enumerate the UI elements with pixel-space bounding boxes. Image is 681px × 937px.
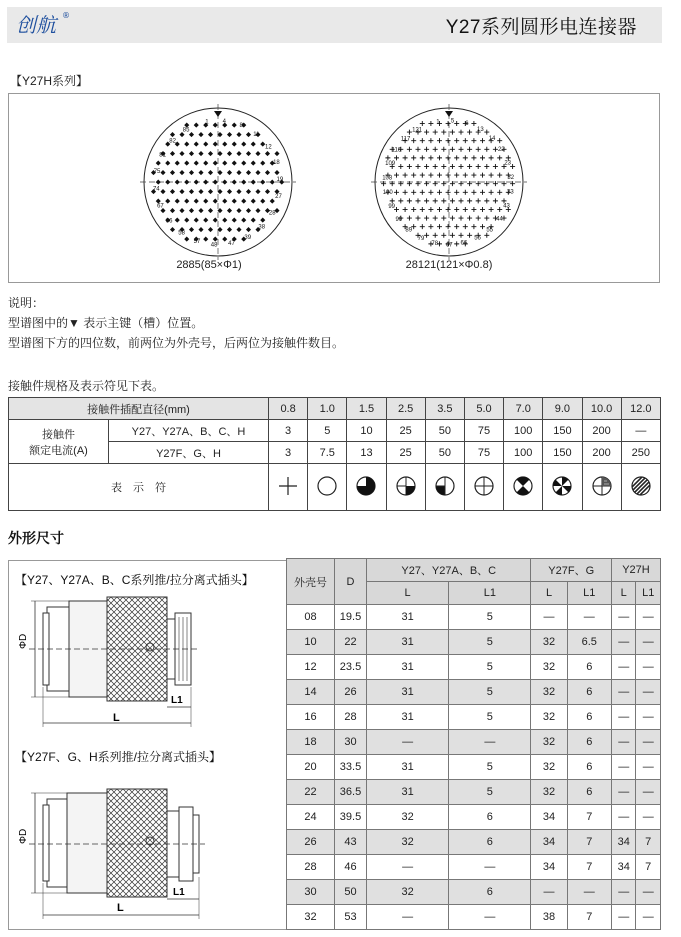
table-cell: 38: [531, 905, 567, 930]
pin-label: 1: [205, 119, 209, 126]
sub-header: L: [367, 582, 449, 605]
table-cell: 6: [567, 655, 611, 680]
pin-label: 67: [445, 242, 453, 249]
pin-label: 23: [504, 160, 512, 167]
current-label: [9, 420, 109, 464]
table-cell: 5: [449, 680, 531, 705]
table-cell: 6: [567, 730, 611, 755]
current-cell: 5: [308, 420, 347, 442]
table-row: [287, 680, 661, 705]
pin-label: 39: [244, 234, 252, 241]
table-cell: 6: [449, 830, 531, 855]
current-cell: 50: [425, 442, 464, 464]
table-cell: —: [367, 855, 449, 880]
table-cell: —: [449, 730, 531, 755]
table-cell: 32: [531, 755, 567, 780]
section-title: 外形尺寸: [8, 530, 64, 546]
table-cell: 7: [636, 855, 661, 880]
table-cell: 36.5: [335, 780, 367, 805]
diameter-header: 接触件插配直径(mm): [9, 398, 269, 420]
group-header: Y27F、G: [531, 559, 611, 582]
current-cell: 25: [386, 442, 425, 464]
table-cell: 31: [367, 680, 449, 705]
pin-label: 27: [275, 194, 282, 201]
table-cell: —: [611, 705, 636, 730]
current-row-1-label: Y27、Y27A、B、C、H: [109, 420, 269, 442]
table-cell: 6: [449, 880, 531, 905]
pin-label: 44: [496, 216, 503, 223]
table-cell: —: [636, 605, 661, 630]
spec-diameter-row: [9, 398, 661, 420]
pin-label: 75: [153, 169, 161, 176]
pin-label: 85: [182, 127, 190, 134]
diameter-cell: 5.0: [464, 398, 503, 420]
table-cell: 32: [367, 880, 449, 905]
table-cell: 18: [287, 730, 335, 755]
table-cell: 32: [531, 680, 567, 705]
current-cell: 13: [347, 442, 386, 464]
table-cell: 26: [335, 680, 367, 705]
diameter-cell: 3.5: [425, 398, 464, 420]
diameter-cell: 10.0: [582, 398, 621, 420]
plug-b-drawing: [18, 789, 205, 919]
plug-drawings: [9, 561, 286, 929]
spec-symbol-row: [9, 464, 661, 511]
page-title: Y27系列圆形电连接器: [445, 17, 637, 38]
spec-intro: 接触件规格及表示符见下表。: [8, 379, 165, 393]
table-cell: —: [611, 655, 636, 680]
table-cell: —: [611, 755, 636, 780]
table-cell: —: [636, 780, 661, 805]
pin-label: 56: [474, 235, 481, 242]
table-cell: —: [367, 730, 449, 755]
table-row: [287, 755, 661, 780]
symbol-hatched-icon: [621, 464, 660, 511]
plug-b-dim-d: ΦD: [18, 828, 29, 844]
table-cell: 31: [367, 605, 449, 630]
table-cell: 31: [367, 705, 449, 730]
current-label-line-2: 额定电流(A): [29, 444, 88, 457]
table-cell: 46: [335, 855, 367, 880]
table-cell: 22: [287, 780, 335, 805]
table-cell: —: [611, 880, 636, 905]
symbol-circle-icon: [308, 464, 347, 511]
diameter-cell: 1.0: [308, 398, 347, 420]
pin-label: 32: [507, 174, 515, 181]
table-cell: 6: [567, 680, 611, 705]
current-cell: 3: [269, 442, 308, 464]
pin-label: 82: [169, 138, 176, 145]
table-cell: —: [636, 905, 661, 930]
plug-b-dim-l: L: [117, 902, 124, 914]
symbol-three-quarter-icon: [425, 464, 464, 511]
table-cell: 50: [335, 880, 367, 905]
pin-label: 33: [507, 189, 514, 196]
pin-label: 5: [450, 118, 455, 125]
layout-28121-circle: [371, 104, 527, 260]
table-cell: 23.5: [335, 655, 367, 680]
table-cell: 34: [611, 855, 636, 880]
pin-label: 4: [222, 118, 226, 125]
table-cell: 5: [449, 705, 531, 730]
table-cell: —: [611, 630, 636, 655]
pin-label: 90: [395, 216, 403, 223]
table-cell: —: [567, 605, 611, 630]
table-row: [287, 830, 661, 855]
table-cell: —: [611, 730, 636, 755]
table-cell: —: [567, 880, 611, 905]
pin-label: 43: [503, 203, 510, 210]
pin-label: 55: [486, 227, 494, 234]
table-cell: 31: [367, 780, 449, 805]
table-cell: 5: [449, 630, 531, 655]
table-cell: —: [611, 680, 636, 705]
pin-label: 22: [497, 147, 505, 154]
pin-label: 117: [400, 136, 411, 143]
table-cell: —: [367, 905, 449, 930]
pin-label: 28: [268, 210, 276, 217]
table-cell: —: [636, 655, 661, 680]
dims-body: [287, 605, 661, 930]
table-cell: 32: [531, 780, 567, 805]
table-cell: 32: [531, 630, 567, 655]
series-label: 【Y27H系列】: [10, 74, 89, 88]
table-cell: 28: [287, 855, 335, 880]
table-cell: 32: [367, 830, 449, 855]
table-row: [287, 655, 661, 680]
table-cell: —: [611, 605, 636, 630]
plug-a-dim-l1: L1: [171, 695, 183, 706]
table-cell: 32: [531, 655, 567, 680]
table-cell: 6: [449, 805, 531, 830]
shell-dimensions-table: [286, 558, 661, 930]
symbol-half-split-icon: [386, 464, 425, 511]
pin-label: 79: [417, 235, 425, 242]
pin-label: 57: [193, 238, 201, 245]
table-cell: 5: [449, 605, 531, 630]
table-cell: 6.5: [567, 630, 611, 655]
current-cell: 50: [425, 420, 464, 442]
table-cell: —: [636, 680, 661, 705]
pin-layout-panel: [8, 93, 660, 283]
layout-2885-circle: [140, 104, 296, 260]
table-cell: 6: [567, 705, 611, 730]
table-cell: 24: [287, 805, 335, 830]
symbol-grid-fill-icon: [582, 464, 621, 511]
plug-drawings-panel: [8, 560, 287, 930]
pin-label: 8: [239, 123, 243, 130]
table-cell: 12: [287, 655, 335, 680]
current-cell: 10: [347, 420, 386, 442]
table-cell: —: [636, 705, 661, 730]
dims-header-row-1: [287, 559, 661, 582]
pin-label: 47: [228, 241, 235, 248]
diameter-cell: 0.8: [269, 398, 308, 420]
pin-label: 99: [388, 204, 396, 211]
pin-label: 38: [258, 224, 266, 231]
plug-b-dim-l1: L1: [173, 887, 185, 898]
pin-label: 6: [465, 121, 469, 128]
pin-label: 14: [488, 135, 496, 142]
notes-line-1: 型谱图中的▼ 表示主键（槽）位置。: [8, 316, 204, 330]
table-cell: 7: [567, 905, 611, 930]
notes-title: 说明：: [8, 296, 45, 310]
table-cell: —: [636, 755, 661, 780]
table-row: [287, 730, 661, 755]
d-header: D: [335, 559, 367, 605]
pin-label: 66: [165, 218, 173, 225]
table-cell: —: [611, 905, 636, 930]
notes-block: [8, 293, 344, 353]
layout-caption-28121: 28121(121×Φ0.8): [405, 259, 493, 271]
table-cell: 08: [287, 605, 335, 630]
current-cell: 75: [464, 442, 503, 464]
table-cell: 22: [335, 630, 367, 655]
current-cell: 3: [269, 420, 308, 442]
plug-b-title: 【Y27F、G、H系列推/拉分离式插头】: [15, 750, 222, 764]
table-cell: 6: [567, 780, 611, 805]
table-cell: 34: [531, 830, 567, 855]
table-cell: 39.5: [335, 805, 367, 830]
current-cell: 250: [621, 442, 660, 464]
table-row: [287, 855, 661, 880]
table-cell: 5: [449, 655, 531, 680]
plug-a-title: 【Y27、Y27A、B、C系列推/拉分离式插头】: [15, 573, 254, 587]
current-cell: 7.5: [308, 442, 347, 464]
pin-label: 89: [405, 227, 413, 234]
plug-a-dim-d: ΦD: [18, 633, 29, 649]
symbol-quarter-icon: [347, 464, 386, 511]
table-row: [287, 780, 661, 805]
symbol-plus-icon: [269, 464, 308, 511]
current-cell: —: [621, 420, 660, 442]
pin-label: 81: [159, 152, 166, 159]
table-row: [287, 805, 661, 830]
pin-label: 78: [431, 240, 439, 247]
table-cell: —: [611, 780, 636, 805]
table-cell: 7: [636, 830, 661, 855]
table-cell: —: [531, 605, 567, 630]
sub-header: L1: [567, 582, 611, 605]
table-row: [287, 880, 661, 905]
table-cell: —: [636, 880, 661, 905]
plug-a-drawing: [18, 597, 199, 727]
pin-label: 19: [276, 176, 284, 183]
table-row: [287, 630, 661, 655]
pin-label: 18: [273, 159, 280, 166]
current-cell: 150: [543, 442, 582, 464]
pin-label: 13: [477, 127, 484, 134]
table-cell: —: [636, 730, 661, 755]
pin-label: 74: [152, 186, 160, 193]
current-cell: 200: [582, 442, 621, 464]
table-cell: 14: [287, 680, 335, 705]
symbol-label: 表 示 符: [9, 464, 269, 511]
pin-label: 108: [382, 175, 393, 182]
table-cell: 5: [449, 780, 531, 805]
table-cell: 34: [531, 855, 567, 880]
table-cell: 19.5: [335, 605, 367, 630]
group-header: Y27、Y27A、B、C: [367, 559, 531, 582]
pin-label: 48: [210, 242, 218, 249]
table-cell: 7: [567, 855, 611, 880]
current-cell: 100: [504, 442, 543, 464]
table-cell: —: [636, 630, 661, 655]
table-cell: 31: [367, 630, 449, 655]
table-cell: 26: [287, 830, 335, 855]
table-cell: 5: [449, 755, 531, 780]
pin-label: 116: [391, 147, 402, 154]
table-cell: —: [449, 855, 531, 880]
table-cell: 43: [335, 830, 367, 855]
contact-spec-table: [8, 397, 661, 511]
plug-a-dim-l: L: [113, 712, 120, 724]
table-cell: 34: [531, 805, 567, 830]
current-cell: 200: [582, 420, 621, 442]
table-cell: 10: [287, 630, 335, 655]
diameter-cell: 12.0: [621, 398, 660, 420]
table-cell: 34: [611, 830, 636, 855]
table-cell: 30: [287, 880, 335, 905]
registered-mark: ®: [62, 11, 70, 20]
table-cell: 7: [567, 830, 611, 855]
pin-label: 121: [412, 127, 423, 134]
current-row-2-label: Y27F、G、H: [109, 442, 269, 464]
pin-label: 67: [157, 203, 164, 210]
table-row: [287, 905, 661, 930]
table-cell: 28: [335, 705, 367, 730]
table-cell: 31: [367, 755, 449, 780]
group-header: Y27H: [611, 559, 660, 582]
sub-header: L1: [449, 582, 531, 605]
current-cell: 25: [386, 420, 425, 442]
notes-line-2: 型谱图下方的四位数，前两位为外壳号，后两位为接触件数目。: [8, 336, 345, 350]
sub-header: L: [611, 582, 636, 605]
table-cell: 20: [287, 755, 335, 780]
sub-header: L: [531, 582, 567, 605]
current-cell: 150: [543, 420, 582, 442]
shell-header: 外壳号: [287, 559, 335, 605]
pin-label: 66: [460, 240, 468, 247]
table-cell: 31: [367, 655, 449, 680]
table-cell: —: [636, 805, 661, 830]
brand-logo: [14, 8, 94, 40]
current-cell: 100: [504, 420, 543, 442]
table-row: [287, 605, 661, 630]
current-cell: 75: [464, 420, 503, 442]
symbol-bowtie-icon: [504, 464, 543, 511]
table-cell: —: [531, 880, 567, 905]
table-cell: 32: [287, 905, 335, 930]
layout-caption-2885: 2885(85×Φ1): [176, 259, 242, 271]
table-cell: 16: [287, 705, 335, 730]
pin-label: 109: [385, 160, 396, 167]
symbol-crosshair-icon: [464, 464, 503, 511]
pin-label: 12: [265, 144, 272, 151]
symbol-star-icon: [543, 464, 582, 511]
diameter-cell: 7.0: [504, 398, 543, 420]
pin-label: 100: [382, 190, 393, 197]
table-cell: 7: [567, 805, 611, 830]
diameter-cell: 2.5: [386, 398, 425, 420]
table-row: [287, 705, 661, 730]
table-cell: 6: [567, 755, 611, 780]
table-cell: 53: [335, 905, 367, 930]
table-cell: 32: [531, 730, 567, 755]
spec-current-row-1: [9, 420, 661, 442]
table-cell: —: [611, 805, 636, 830]
table-cell: —: [449, 905, 531, 930]
pin-label: 58: [178, 230, 185, 237]
table-cell: 32: [367, 805, 449, 830]
sub-header: L1: [636, 582, 661, 605]
pin-layout-diagrams: [9, 94, 659, 282]
diameter-cell: 1.5: [347, 398, 386, 420]
table-cell: 33.5: [335, 755, 367, 780]
current-label-line-1: 接触件: [42, 428, 75, 441]
pin-label: 11: [253, 131, 260, 138]
logo-text: 创航: [16, 13, 56, 37]
pin-label: 1: [436, 119, 440, 126]
table-cell: 32: [531, 705, 567, 730]
table-cell: 30: [335, 730, 367, 755]
diameter-cell: 9.0: [543, 398, 582, 420]
